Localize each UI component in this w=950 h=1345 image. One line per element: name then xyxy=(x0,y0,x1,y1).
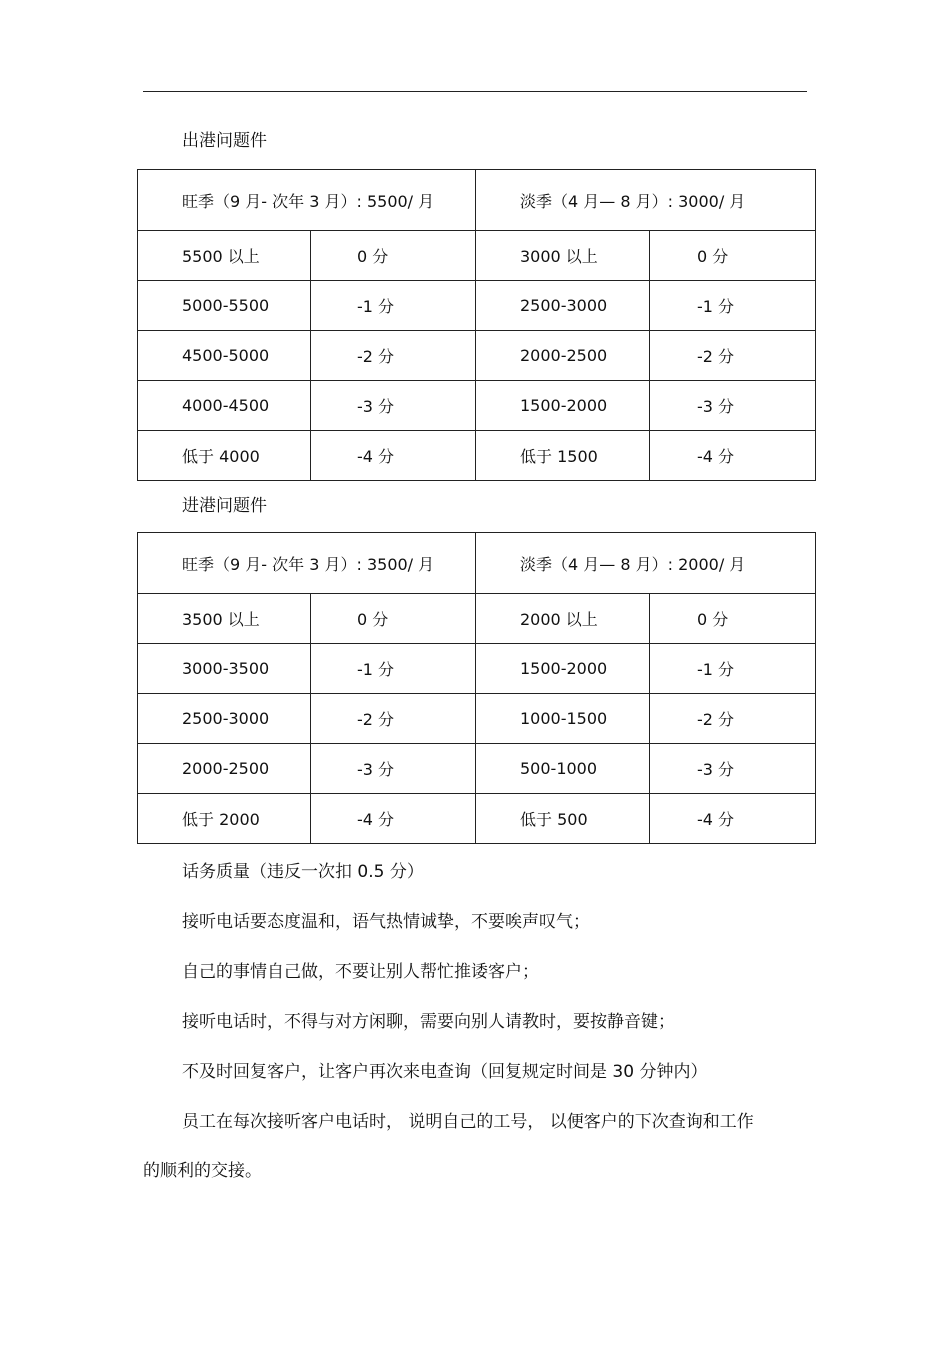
table-header-row xyxy=(138,170,816,231)
peak-score: -1 分 xyxy=(311,281,476,331)
peak-score: -4 分 xyxy=(311,431,476,481)
peak-range: 低于 4000 xyxy=(138,431,311,481)
outbound-score-table xyxy=(137,169,816,481)
off-range: 500-1000 xyxy=(476,744,650,794)
table-row xyxy=(138,381,816,431)
outbound-heading: 出港问题件 xyxy=(182,131,267,151)
off-season-header: 淡季（4 月— 8 月）: 3000/ 月 xyxy=(476,170,816,231)
call-quality-heading: 话务质量（违反一次扣 0.5 分） xyxy=(182,862,424,882)
peak-score: -3 分 xyxy=(311,381,476,431)
rule-item: 员工在每次接听客户电话时， 说明自己的工号， 以便客户的下次查询和工作 xyxy=(182,1112,754,1132)
off-range: 1500-2000 xyxy=(476,381,650,431)
table-row xyxy=(138,594,816,644)
peak-range: 3000-3500 xyxy=(138,644,311,694)
peak-score: 0 分 xyxy=(311,594,476,644)
peak-score: -4 分 xyxy=(311,794,476,844)
peak-score: -2 分 xyxy=(311,694,476,744)
rule-item: 自己的事情自己做，不要让别人帮忙推诿客户； xyxy=(182,962,539,982)
peak-range: 5000-5500 xyxy=(138,281,311,331)
rule-item-continuation: 的顺利的交接。 xyxy=(143,1161,262,1181)
off-range: 1000-1500 xyxy=(476,694,650,744)
table-row xyxy=(138,644,816,694)
peak-score: 0 分 xyxy=(311,231,476,281)
off-range: 2000 以上 xyxy=(476,594,650,644)
off-score: -1 分 xyxy=(650,644,816,694)
off-score: -4 分 xyxy=(650,794,816,844)
table-row xyxy=(138,431,816,481)
off-score: -2 分 xyxy=(650,694,816,744)
off-range: 低于 500 xyxy=(476,794,650,844)
off-score: -1 分 xyxy=(650,281,816,331)
header-rule xyxy=(143,91,807,92)
peak-range: 4500-5000 xyxy=(138,331,311,381)
table-row xyxy=(138,694,816,744)
off-range: 2500-3000 xyxy=(476,281,650,331)
off-score: 0 分 xyxy=(650,594,816,644)
off-range: 3000 以上 xyxy=(476,231,650,281)
off-range: 低于 1500 xyxy=(476,431,650,481)
table-row xyxy=(138,794,816,844)
peak-range: 4000-4500 xyxy=(138,381,311,431)
table-row xyxy=(138,231,816,281)
off-score: -3 分 xyxy=(650,381,816,431)
peak-range: 2000-2500 xyxy=(138,744,311,794)
off-range: 2000-2500 xyxy=(476,331,650,381)
peak-season-header: 旺季（9 月- 次年 3 月）: 5500/ 月 xyxy=(138,170,476,231)
off-score: -2 分 xyxy=(650,331,816,381)
table-row xyxy=(138,744,816,794)
rule-item: 接听电话时，不得与对方闲聊，需要向别人请教时，要按静音键； xyxy=(182,1012,675,1032)
off-score: -4 分 xyxy=(650,431,816,481)
peak-season-header: 旺季（9 月- 次年 3 月）: 3500/ 月 xyxy=(138,533,476,594)
peak-range: 5500 以上 xyxy=(138,231,311,281)
peak-range: 低于 2000 xyxy=(138,794,311,844)
peak-score: -2 分 xyxy=(311,331,476,381)
peak-score: -1 分 xyxy=(311,644,476,694)
table-row xyxy=(138,331,816,381)
table-header-row xyxy=(138,533,816,594)
peak-score: -3 分 xyxy=(311,744,476,794)
peak-range: 2500-3000 xyxy=(138,694,311,744)
off-season-header: 淡季（4 月— 8 月）: 2000/ 月 xyxy=(476,533,816,594)
rule-item: 不及时回复客户，让客户再次来电查询（回复规定时间是 30 分钟内） xyxy=(182,1062,708,1082)
off-score: 0 分 xyxy=(650,231,816,281)
inbound-heading: 进港问题件 xyxy=(182,496,267,516)
peak-range: 3500 以上 xyxy=(138,594,311,644)
rule-item: 接听电话要态度温和，语气热情诚挚，不要唉声叹气； xyxy=(182,912,590,932)
table-row xyxy=(138,281,816,331)
inbound-score-table xyxy=(137,532,816,844)
off-score: -3 分 xyxy=(650,744,816,794)
off-range: 1500-2000 xyxy=(476,644,650,694)
